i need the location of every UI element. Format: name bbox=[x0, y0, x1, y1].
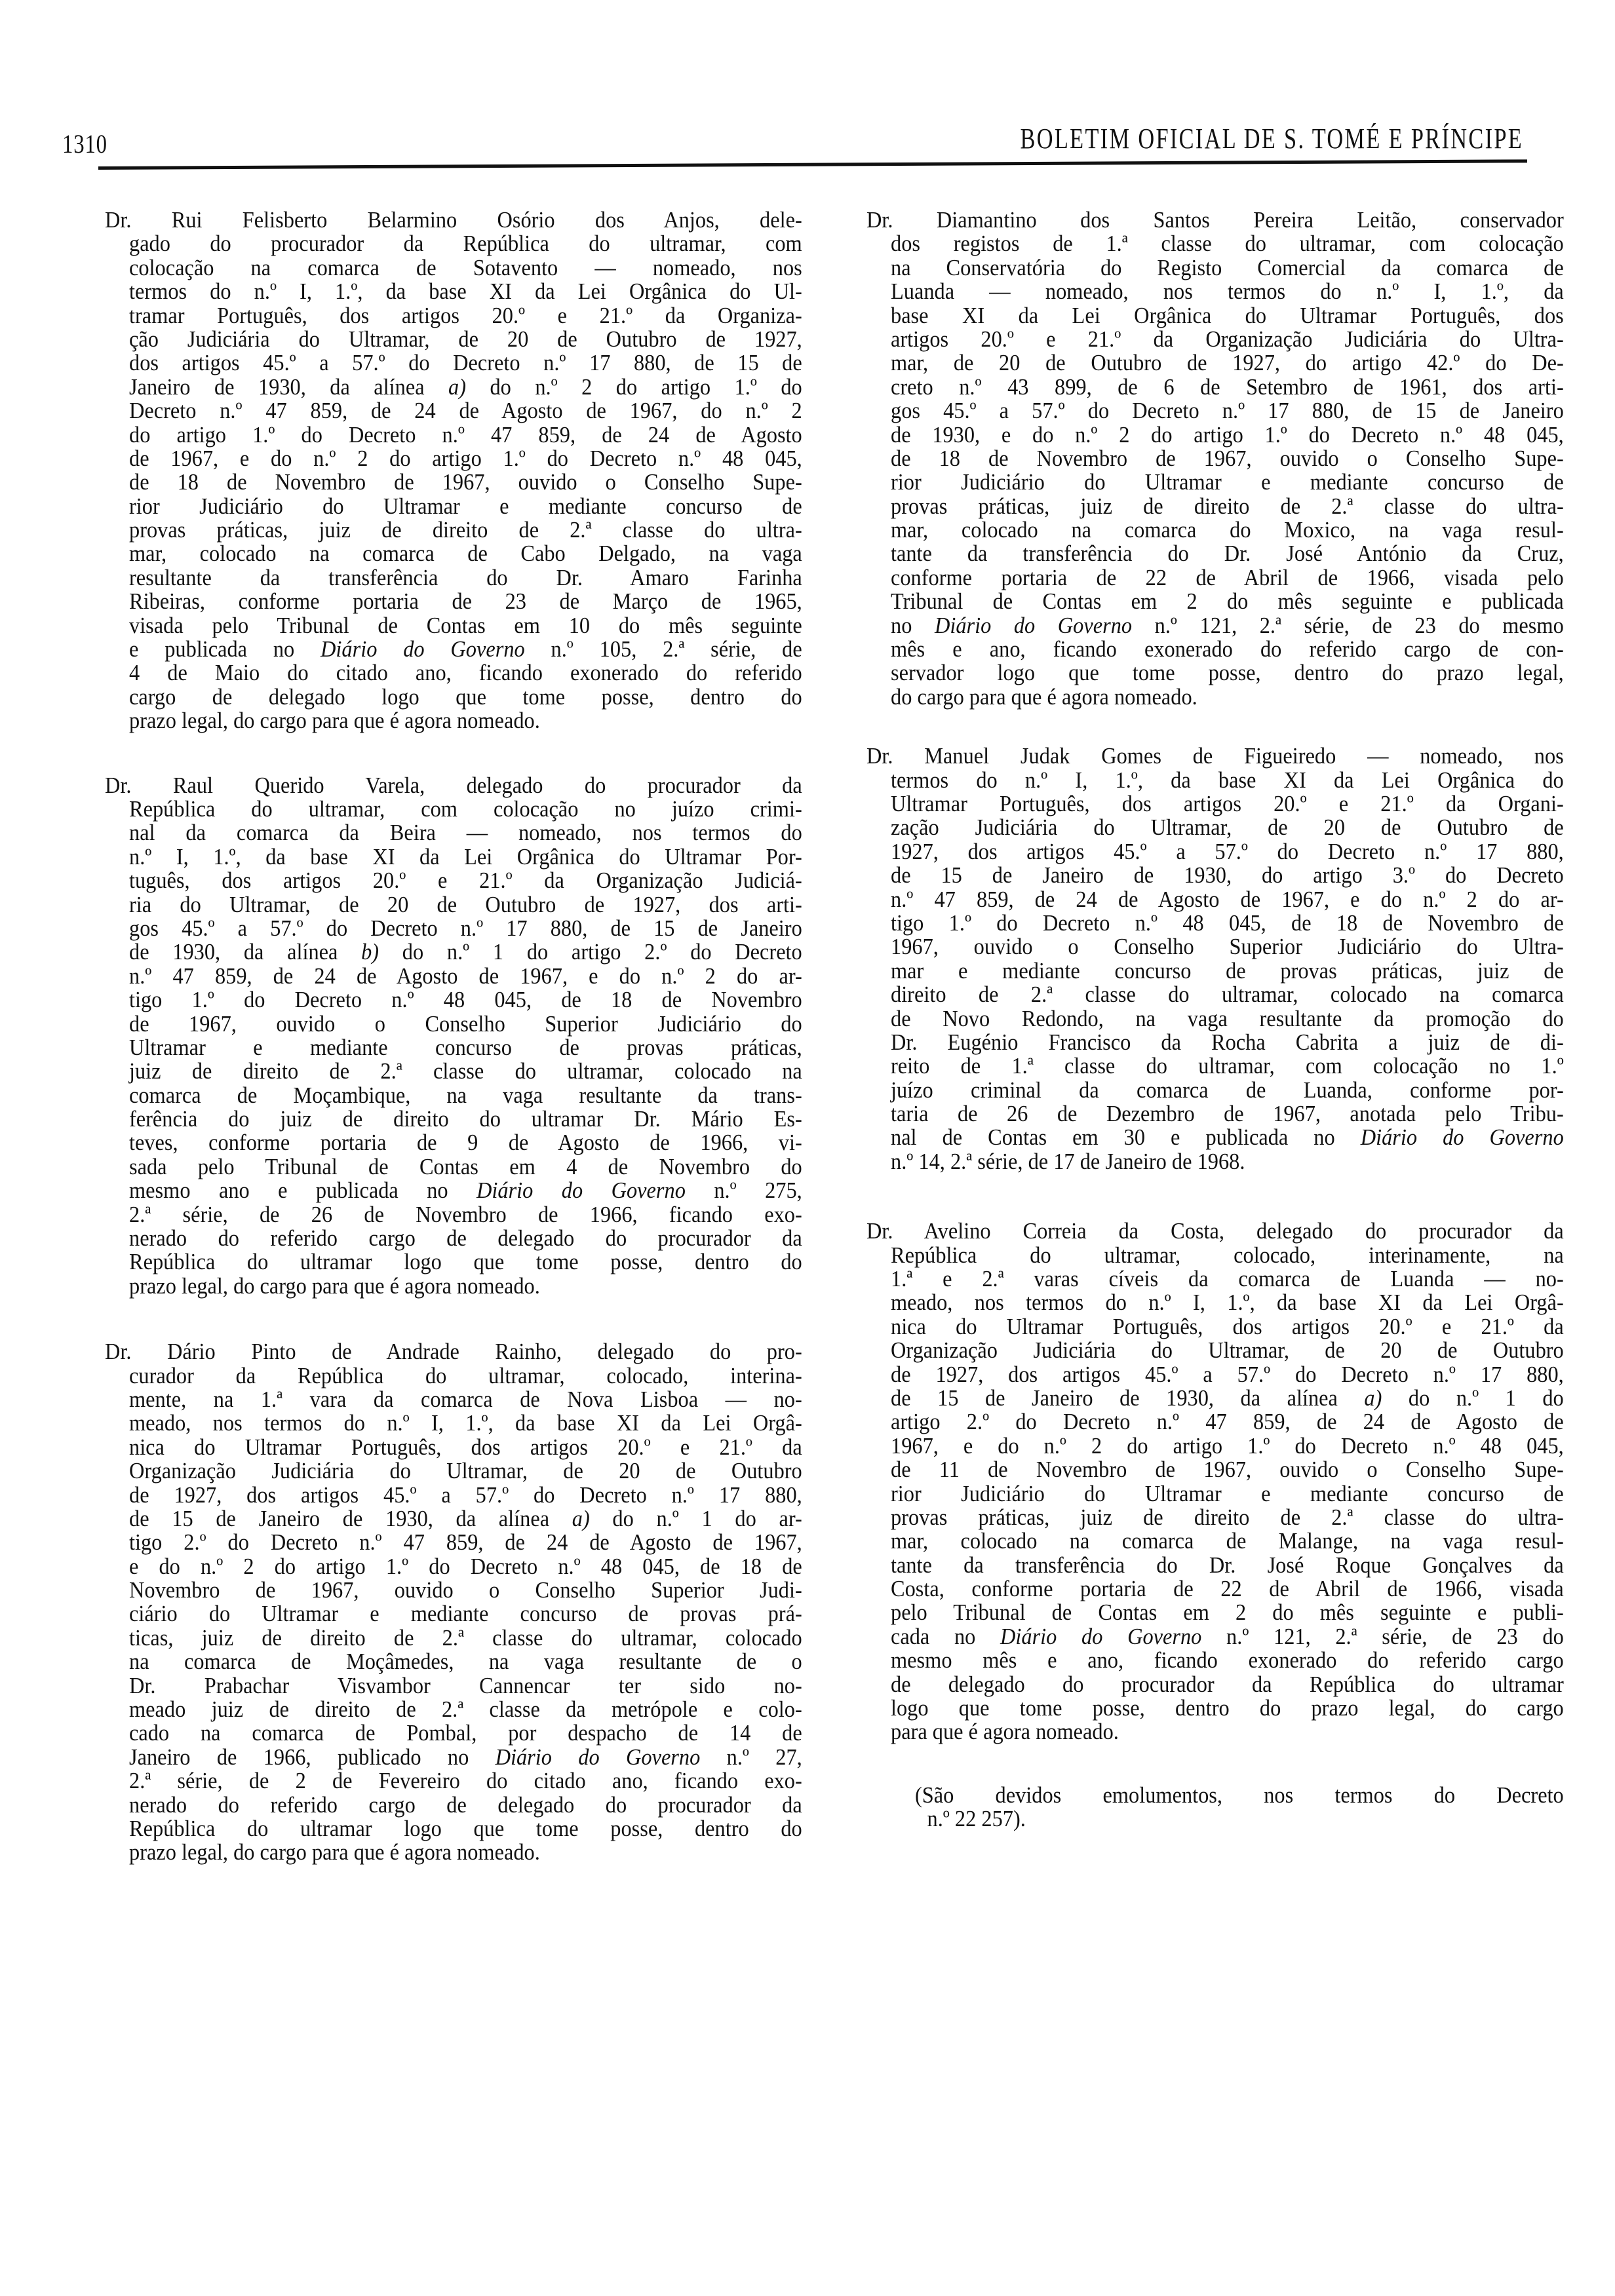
text-line: Ultramar Português, dos artigos 20.º e 21.º da Organi- bbox=[891, 790, 1564, 816]
text-line: mesmo ano e publicada no Diário do Governo n.º 275, bbox=[129, 1177, 802, 1204]
text-line: de 18 de Novembro de 1967, ouvido o Conselho Supe- bbox=[129, 469, 802, 495]
text-line: nica do Ultramar Português, dos artigos 20.º e 21.º da bbox=[129, 1434, 802, 1460]
text-line: tante da transferência do Dr. José Roque Gonçalves da bbox=[891, 1552, 1564, 1578]
text-line: Organização Judiciária do Ultramar, de 20 de Outubro bbox=[891, 1337, 1564, 1364]
text-line: rior Judiciário do Ultramar e mediante concurso de bbox=[891, 469, 1564, 495]
text-line: cado na comarca de Pombal, por despacho de 14 de bbox=[129, 1720, 802, 1746]
text-line: ção Judiciária do Ultramar, de 20 de Outubro de 1927, bbox=[129, 326, 802, 352]
text-line: prazo legal, do cargo para que é agora nomeado. bbox=[129, 708, 540, 734]
text-line: gos 45.º a 57.º do Decreto n.º 17 880, de 15 de Janeiro bbox=[891, 398, 1564, 424]
text-line: 1967, ouvido o Conselho Superior Judiciário do Ultra- bbox=[891, 934, 1564, 960]
text-line: Janeiro de 1966, publicado no Diário do Governo n.º 27, bbox=[129, 1744, 802, 1770]
text-line: mar, colocado na comarca de Malange, na vaga resul- bbox=[891, 1528, 1564, 1554]
text-line: Dr. Manuel Judak Gomes de Figueiredo — nomeado, nos bbox=[866, 743, 1564, 769]
text-line: nica do Ultramar Português, dos artigos 20.º e 21.º da bbox=[891, 1313, 1564, 1339]
text-line: de 18 de Novembro de 1967, ouvido o Conselho Supe- bbox=[891, 445, 1564, 471]
appointment-raul-querido-varela bbox=[105, 774, 859, 1299]
text-line: Tribunal de Contas em 2 do mês seguinte e publicada bbox=[891, 588, 1564, 615]
text-line: meado, nos termos do n.º I, 1.º, da base XI da Lei Orgâ- bbox=[129, 1410, 802, 1436]
text-line: n.º 14, 2.ª série, de 17 de Janeiro de 1968. bbox=[891, 1148, 1245, 1174]
text-line: de Novo Redondo, na vaga resultante da promoção do bbox=[891, 1005, 1564, 1031]
text-line: no Diário do Governo n.º 121, 2.ª série, de 23 do mesmo bbox=[891, 612, 1564, 638]
text-line: de 1930, e do n.º 2 do artigo 1.º do Decreto n.º 48 045, bbox=[891, 421, 1564, 448]
running-title: BOLETIM OFICIAL DE S. TOMÉ E PRÍNCIPE bbox=[1020, 123, 1523, 155]
text-line: Dr. Dário Pinto de Andrade Rainho, delegado do pro- bbox=[105, 1339, 802, 1365]
appointment-dario-pinto bbox=[105, 1340, 859, 1865]
text-line: de 1967, e do n.º 2 do artigo 1.º do Decreto n.º 48 045, bbox=[129, 445, 802, 471]
text-line: tante da transferência do Dr. José António da Cruz, bbox=[891, 541, 1564, 567]
text-line: teves, conforme portaria de 9 de Agosto de 1966, vi- bbox=[129, 1130, 802, 1156]
text-line: do cargo para que é agora nomeado. bbox=[891, 683, 1197, 710]
text-line: 2.ª série, de 26 de Novembro de 1966, ficando exo- bbox=[129, 1201, 802, 1227]
text-line: termos do n.º I, 1.º, da base XI da Lei Orgânica do Ul- bbox=[129, 278, 802, 305]
text-line: visada pelo Tribunal de Contas em 10 do mês seguinte bbox=[129, 612, 802, 638]
text-line: comarca de Moçambique, na vaga resultante da trans- bbox=[129, 1082, 802, 1108]
text-line: juízo criminal da comarca de Luanda, conforme por- bbox=[891, 1077, 1564, 1103]
text-line: nerado do referido cargo de delegado do procurador da bbox=[129, 1225, 802, 1252]
text-line: nal da comarca da Beira — nomeado, nos termos do bbox=[129, 820, 802, 846]
text-line: do artigo 1.º do Decreto n.º 47 859, de 24 de Agosto bbox=[129, 421, 802, 448]
text-line: rior Judiciário do Ultramar e mediante concurso de bbox=[129, 493, 802, 519]
text-line: rior Judiciário do Ultramar e mediante concurso de bbox=[891, 1480, 1564, 1506]
text-line: prazo legal, do cargo para que é agora nomeado. bbox=[129, 1272, 540, 1299]
text-line: Novembro de 1967, ouvido o Conselho Superior Judi- bbox=[129, 1577, 802, 1603]
text-line: Dr. Rui Felisberto Belarmino Osório dos Anjos, dele- bbox=[105, 207, 802, 233]
text-line: Dr. Eugénio Francisco da Rocha Cabrita a juiz de di- bbox=[891, 1029, 1564, 1055]
text-line: tigo 2.º do Decreto n.º 47 859, de 24 de Agosto de 1967, bbox=[129, 1529, 802, 1556]
text-line: Dr. Avelino Correia da Costa, delegado do procurador da bbox=[866, 1218, 1564, 1244]
text-line: 1927, dos artigos 45.º a 57.º do Decreto n.º 17 880, bbox=[891, 838, 1564, 864]
text-line: República do ultramar logo que tome posse, dentro do bbox=[129, 1249, 802, 1275]
text-line: e do n.º 2 do artigo 1.º do Decreto n.º 48 045, de 18 de bbox=[129, 1553, 802, 1579]
text-line: mar, colocado na comarca do Moxico, na vaga resul- bbox=[891, 517, 1564, 543]
text-line: República do ultramar, com colocação no juízo crimi- bbox=[129, 795, 802, 822]
text-line: reito de 1.ª classe do ultramar, com colocação no 1.º bbox=[891, 1053, 1564, 1079]
text-line: e publicada no Diário do Governo n.º 105, 2.ª série, de bbox=[129, 636, 802, 662]
text-line: zação Judiciária do Ultramar, de 20 de Outubro de bbox=[891, 814, 1564, 841]
text-line: República do ultramar logo que tome posse, dentro do bbox=[129, 1816, 802, 1841]
text-line: n.º 22 257). bbox=[927, 1806, 1026, 1832]
text-line: tramar Português, dos artigos 20.º e 21.º da Organiza- bbox=[129, 302, 802, 328]
left-column bbox=[105, 208, 859, 1865]
text-line: (São devidos emolumentos, nos termos do Decreto bbox=[915, 1782, 1564, 1808]
header-rule bbox=[98, 159, 1527, 170]
text-line: de 1967, ouvido o Conselho Superior Judiciário do bbox=[129, 1010, 802, 1037]
text-line: mar e mediante concurso de provas práticas, juiz de bbox=[891, 957, 1564, 984]
text-line: n.º 47 859, de 24 de Agosto de 1967, e do n.º 2 do ar- bbox=[891, 886, 1564, 912]
text-line: colocação na comarca de Sotavento — nomeado, nos bbox=[129, 254, 802, 280]
text-line: n.º 47 859, de 24 de Agosto de 1967, e do n.º 2 do ar- bbox=[129, 963, 802, 989]
text-line: de 15 de Janeiro de 1930, do artigo 3.º do Decreto bbox=[891, 862, 1564, 889]
text-line: Luanda — nomeado, nos termos do n.º I, 1.º, da bbox=[891, 278, 1564, 305]
text-line: meado juiz de direito de 2.ª classe da metrópole e colo- bbox=[129, 1696, 802, 1723]
text-line: de delegado do procurador da República do ultramar bbox=[891, 1671, 1564, 1697]
appointment-manuel-judak bbox=[866, 744, 1615, 1174]
text-line: direito de 2.ª classe do ultramar, colocado na comarca bbox=[891, 982, 1564, 1008]
text-line: mar, de 20 de Outubro de 1927, do artigo 42.º do De- bbox=[891, 350, 1564, 376]
text-line: na Conservatória do Registo Comercial da comarca de bbox=[891, 254, 1564, 280]
appointment-diamantino-leitao bbox=[866, 208, 1615, 709]
text-line: pelo Tribunal de Contas em 2 do mês seguinte e publi- bbox=[891, 1599, 1564, 1626]
text-line: dos registos de 1.ª classe do ultramar, com colocação bbox=[891, 231, 1564, 257]
text-line: provas práticas, juiz de direito de 2.ª classe do ultra- bbox=[129, 517, 802, 543]
text-line: juiz de direito de 2.ª classe do ultramar, colocado na bbox=[129, 1058, 802, 1084]
text-line: nerado do referido cargo de delegado do procurador da bbox=[129, 1791, 802, 1818]
text-line: curador da República do ultramar, colocado, interina- bbox=[129, 1362, 802, 1388]
text-line: Organização Judiciária do Ultramar, de 20 de Outubro bbox=[129, 1458, 802, 1484]
text-line: Decreto n.º 47 859, de 24 de Agosto de 1967, do n.º 2 bbox=[129, 398, 802, 424]
text-line: servador logo que tome posse, dentro do prazo legal, bbox=[891, 660, 1564, 686]
text-line: provas práticas, juiz de direito de 2.ª classe do ultra- bbox=[891, 493, 1564, 519]
text-line: tigo 1.º do Decreto n.º 48 045, de 18 de Novembro de bbox=[891, 909, 1564, 936]
text-line: de 11 de Novembro de 1967, ouvido o Conselho Supe- bbox=[891, 1457, 1564, 1483]
text-line: creto n.º 43 899, de 6 de Setembro de 1961, dos arti- bbox=[891, 373, 1564, 400]
page-number: 1310 bbox=[62, 129, 107, 159]
text-line: tuguês, dos artigos 20.º e 21.º da Organização Judiciá- bbox=[129, 868, 802, 894]
text-line: taria de 26 de Dezembro de 1967, anotada pelo Tribu- bbox=[891, 1101, 1564, 1127]
text-line: 2.ª série, de 2 de Fevereiro do citado ano, ficando exo- bbox=[129, 1768, 802, 1794]
text-line: dos artigos 45.º a 57.º do Decreto n.º 17 880, de 15 de bbox=[129, 350, 802, 376]
appointment-avelino-correia bbox=[866, 1219, 1615, 1744]
emolument-note bbox=[866, 1784, 1615, 1831]
text-line: gado do procurador da República do ultramar, com bbox=[129, 231, 802, 257]
text-line: conforme portaria de 22 de Abril de 1966, visada pelo bbox=[891, 564, 1564, 590]
text-line: ticas, juiz de direito de 2.ª classe do ultramar, colocado bbox=[129, 1624, 802, 1651]
text-line: República do ultramar, colocado, interinamente, na bbox=[891, 1242, 1564, 1268]
text-line: na comarca de Moçâmedes, na vaga resultante de o bbox=[129, 1649, 802, 1675]
text-line: base XI da Lei Orgânica do Ultramar Português, dos bbox=[891, 302, 1564, 328]
right-column bbox=[866, 208, 1615, 1831]
text-line: tigo 1.º do Decreto n.º 48 045, de 18 de Novembro bbox=[129, 987, 802, 1013]
text-line: mar, colocado na comarca de Cabo Delgado, na vaga bbox=[129, 541, 802, 567]
text-line: provas práticas, juiz de direito de 2.ª classe do ultra- bbox=[891, 1504, 1564, 1530]
text-line: Dr. Prabachar Visvambor Cannencar ter sido no- bbox=[129, 1672, 802, 1698]
text-line: de 15 de Janeiro de 1930, da alínea a) do n.º 1 do ar- bbox=[129, 1505, 802, 1531]
text-line: termos do n.º I, 1.º, da base XI da Lei Orgânica do bbox=[891, 767, 1564, 793]
page-header bbox=[0, 0, 1615, 170]
text-line: logo que tome posse, dentro do prazo legal, do cargo bbox=[891, 1695, 1564, 1721]
text-line: Ultramar e mediante concurso de provas práticas, bbox=[129, 1034, 802, 1060]
text-line: de 15 de Janeiro de 1930, da alínea a) do n.º 1 do bbox=[891, 1385, 1564, 1411]
text-line: nal de Contas em 30 e publicada no Diário do Governo bbox=[891, 1124, 1564, 1151]
text-line: 1967, e do n.º 2 do artigo 1.º do Decreto n.º 48 045, bbox=[891, 1432, 1564, 1459]
text-line: ciário do Ultramar e mediante concurso de provas prá- bbox=[129, 1601, 802, 1627]
text-line: de 1927, dos artigos 45.º a 57.º do Decreto n.º 17 880, bbox=[891, 1361, 1564, 1387]
text-line: 1.ª e 2.ª varas cíveis da comarca de Luanda — no- bbox=[891, 1266, 1564, 1292]
text-line: ria do Ultramar, de 20 de Outubro de 1927, dos arti- bbox=[129, 891, 802, 917]
text-line: Dr. Raul Querido Varela, delegado do procurador da bbox=[105, 772, 802, 798]
text-line: artigos 20.º e 21.º da Organização Judiciária do Ultra- bbox=[891, 326, 1564, 352]
text-line: de 1930, da alínea b) do n.º 1 do artigo 2.º do Decreto bbox=[129, 939, 802, 965]
text-line: 4 de Maio do citado ano, ficando exonerado do referido bbox=[129, 660, 802, 686]
text-line: prazo legal, do cargo para que é agora nomeado. bbox=[129, 1839, 540, 1866]
text-line: de 1927, dos artigos 45.º a 57.º do Decreto n.º 17 880, bbox=[129, 1482, 802, 1508]
text-line: mesmo mês e ano, ficando exonerado do referido cargo bbox=[891, 1647, 1564, 1674]
text-line: cada no Diário do Governo n.º 121, 2.ª série, de 23 do bbox=[891, 1623, 1564, 1649]
text-line: Dr. Diamantino dos Santos Pereira Leitão, conservador bbox=[866, 207, 1564, 233]
text-line: n.º I, 1.º, da base XI da Lei Orgânica do Ultramar Por- bbox=[129, 843, 802, 870]
text-line: Janeiro de 1930, da alínea a) do n.º 2 do artigo 1.º do bbox=[129, 373, 802, 400]
text-line: gos 45.º a 57.º do Decreto n.º 17 880, de 15 de Janeiro bbox=[129, 915, 802, 941]
text-line: cargo de delegado logo que tome posse, dentro do bbox=[129, 683, 802, 710]
text-line: para que é agora nomeado. bbox=[891, 1719, 1119, 1745]
text-line: meado, nos termos do n.º I, 1.º, da base XI da Lei Orgâ- bbox=[891, 1290, 1564, 1316]
text-line: Costa, conforme portaria de 22 de Abril de 1966, visada bbox=[891, 1576, 1564, 1602]
text-line: resultante da transferência do Dr. Amaro Farinha bbox=[129, 564, 802, 590]
text-line: mês e ano, ficando exonerado do referido cargo de con- bbox=[891, 636, 1564, 662]
text-line: mente, na 1.ª vara da comarca de Nova Lisboa — no- bbox=[129, 1386, 802, 1412]
text-line: Ribeiras, conforme portaria de 23 de Março de 1965, bbox=[129, 588, 802, 615]
text-line: ferência do juiz de direito do ultramar Dr. Mário Es- bbox=[129, 1106, 802, 1132]
text-line: sada pelo Tribunal de Contas em 4 de Novembro do bbox=[129, 1153, 802, 1179]
appointment-rui-felisberto bbox=[105, 208, 859, 733]
text-line: artigo 2.º do Decreto n.º 47 859, de 24 de Agosto de bbox=[891, 1409, 1564, 1435]
